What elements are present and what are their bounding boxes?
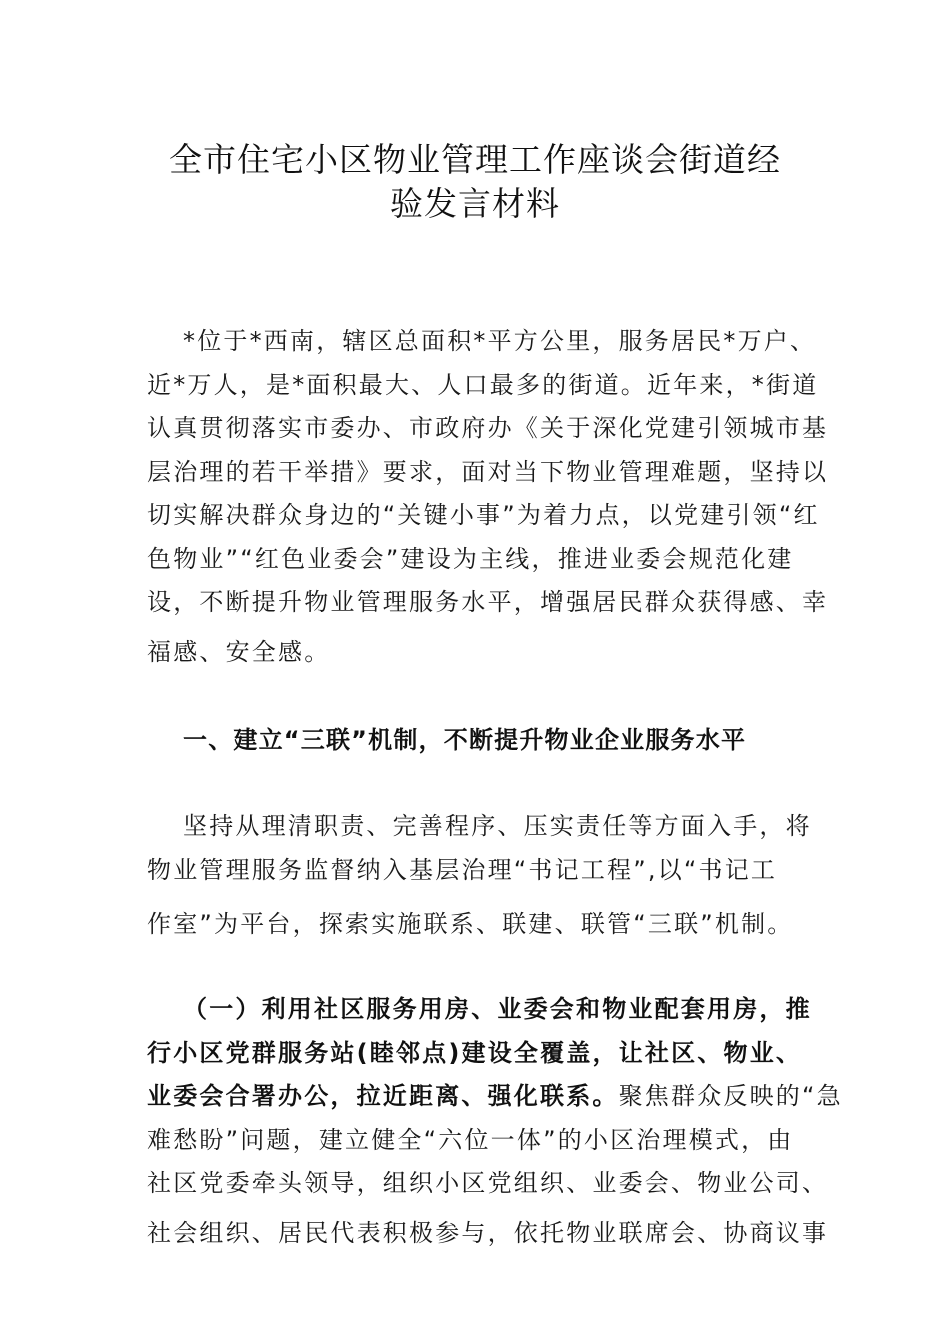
- text-line: 物业管理服务监督纳入基层治理“书记工程”,以“书记工: [147, 855, 778, 884]
- title-line-1: 全市住宅小区物业管理工作座谈会街道经: [169, 140, 781, 179]
- text-line: 坚持从理清职责、完善程序、压实责任等方面入手，将: [183, 812, 812, 840]
- title-line-2: 验发言材料: [390, 184, 560, 223]
- text-line: 近*万人，是*面积最大、人口最多的街道。近年来，*街道: [147, 370, 819, 399]
- text-line: 切实解决群众身边的“关键小事”为着力点，以党建引领“红: [147, 501, 820, 529]
- text-line: 聚焦群众反映的“急: [618, 1082, 843, 1110]
- intro-paragraph: [147, 320, 829, 674]
- document-title: [140, 138, 810, 226]
- text-line: 难愁盼”问题，建立健全“六位一体”的小区治理模式，由: [147, 1125, 794, 1154]
- text-line: 设，不断提升物业管理服务水平，增强居民群众获得感、幸: [147, 588, 829, 616]
- text-line: 社区党委牵头领导，组织小区党组织、业委会、物业公司、: [147, 1169, 829, 1197]
- subsection-heading-line: 业委会合署办公，拉近距离、强化联系。: [147, 1082, 619, 1110]
- subsection1-paragraph: [147, 988, 843, 1255]
- text-line: *位于*西南，辖区总面积*平方公里，服务居民*万户、: [183, 327, 817, 355]
- subsection-heading-line: 行小区党群服务站(睦邻点)建设全覆盖，让社区、物业、: [147, 1038, 803, 1067]
- subsection-heading-line: （一）利用社区服务用房、业委会和物业配套用房，推: [183, 995, 812, 1023]
- text-line: 作室”为平台，探索实施联系、联建、联管“三联”机制。: [147, 910, 794, 938]
- text-line: 色物业”“红色业委会”建设为主线，推进业委会规范化建: [147, 544, 794, 573]
- text-line: 层治理的若干举措》要求，面对当下物业管理难题，坚持以: [147, 457, 829, 486]
- text-line: 福感、安全感。: [147, 637, 331, 666]
- section-heading: 一、建立“三联”机制，不断提升物业企业服务水平: [183, 726, 747, 754]
- text-line: 社会组织、居民代表积极参与，依托物业联席会、协商议事: [147, 1218, 829, 1247]
- section1-paragraph: [147, 805, 817, 947]
- text-line: 认真贯彻落实市委办、市政府办《关于深化党建引领城市基: [147, 414, 829, 442]
